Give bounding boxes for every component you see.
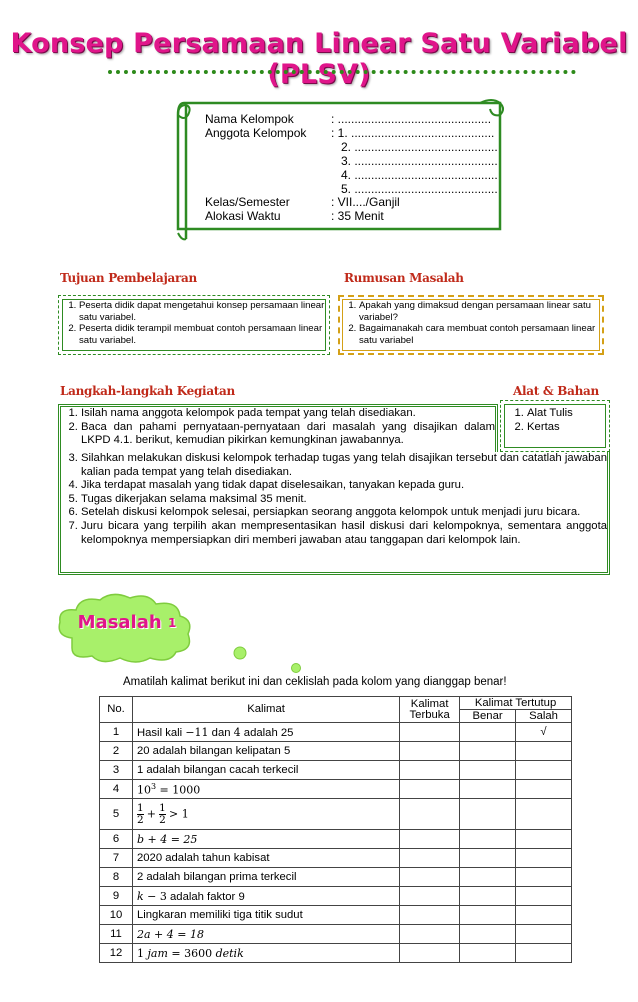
step-item: 1. Isilah nama anggota kelompok pada tempat yang telah disediakan.: [81, 407, 495, 421]
member-field-1[interactable]: : 1. ...........................................: [331, 126, 495, 140]
row-number: 3: [100, 761, 133, 780]
objective-item: 1. Peserta didik dapat mengetahui konsep persamaan linear satu variabel.: [79, 300, 325, 323]
cell-salah[interactable]: [516, 944, 572, 963]
cell-terbuka[interactable]: [400, 742, 460, 761]
row-statement: 2a + 4 = 18: [132, 925, 399, 944]
step-item: 6. Setelah diskusi kelompok selesai, persiapkan seorang anggota kelompok untuk menjadi juru bicara.: [81, 506, 607, 520]
cell-terbuka[interactable]: [400, 887, 460, 906]
objective-item: 2. Peserta didik terampil membuat contoh persamaan linear satu variabel.: [79, 323, 325, 346]
table-row: [100, 761, 572, 780]
cell-benar[interactable]: [460, 799, 516, 830]
row-number: 9: [100, 887, 133, 906]
cell-salah[interactable]: [516, 906, 572, 925]
class-value: : VII..../Ganjil: [331, 195, 400, 209]
row-statement: $\frac{1}{2}$ + $\frac{1}{2}$ > 1: [132, 799, 399, 830]
time-value: : 35 Menit: [331, 209, 384, 223]
members-label: Anggota Kelompok: [205, 126, 307, 140]
table-row: [100, 868, 572, 887]
problem-heading: Rumusan Masalah: [344, 271, 464, 285]
tool-item: 2. Kertas: [527, 421, 605, 435]
cell-benar[interactable]: [460, 868, 516, 887]
cell-benar[interactable]: [460, 849, 516, 868]
header-terbuka: Kalimat Terbuka: [400, 697, 460, 723]
row-statement: k − 3 adalah faktor 9: [132, 887, 399, 906]
steps-heading: Langkah-langkah Kegiatan: [60, 384, 235, 398]
cell-terbuka[interactable]: [400, 723, 460, 742]
masalah-number: 1: [167, 616, 177, 630]
row-statement: $10^3 = 1000$: [132, 780, 399, 799]
member-field-4[interactable]: 4. ...........................................: [341, 168, 498, 182]
row-number: 8: [100, 868, 133, 887]
row-statement: Hasil kali −11 dan 4 adalah 25: [132, 723, 399, 742]
cell-salah[interactable]: [516, 849, 572, 868]
time-label: Alokasi Waktu: [205, 209, 281, 223]
cell-terbuka[interactable]: [400, 830, 460, 849]
cell-terbuka[interactable]: [400, 906, 460, 925]
cell-salah[interactable]: [516, 761, 572, 780]
cell-salah[interactable]: √: [516, 723, 572, 742]
problem-item: 1. Apakah yang dimaksud dengan persamaan linear satu variabel?: [359, 300, 599, 323]
objectives-box: [62, 299, 326, 351]
table-row: [100, 723, 572, 742]
cell-terbuka[interactable]: [400, 849, 460, 868]
row-number: 10: [100, 906, 133, 925]
cell-terbuka[interactable]: [400, 944, 460, 963]
cell-salah[interactable]: [516, 887, 572, 906]
step-item: 3. Silahkan melakukan diskusi kelompok terhadap tugas yang telah disajikan tersebut dan catatlah jawaban kalian pada tempat yang telah disediakan.: [81, 452, 607, 479]
table-row: [100, 830, 572, 849]
cell-terbuka[interactable]: [400, 925, 460, 944]
step-item: 7. Juru bicara yang terpilih akan mempresentasikan hasil diskusi dari kelompoknya, sementara anggota kelompoknya mempersiapkan diri memberi jawaban atau tanggapan dari kelompok lain.: [81, 520, 607, 547]
cell-salah[interactable]: [516, 925, 572, 944]
table-row: [100, 849, 572, 868]
header-kalimat: Kalimat: [132, 697, 399, 723]
header-benar: Benar: [460, 710, 516, 723]
table-instruction: Amatilah kalimat berikut ini dan ceklislah pada kolom yang dianggap benar!: [123, 676, 507, 688]
cell-salah[interactable]: [516, 868, 572, 887]
header-no: No.: [100, 697, 133, 723]
steps-box-top: [58, 404, 498, 458]
step-item: 5. Tugas dikerjakan selama maksimal 35 menit.: [81, 493, 607, 507]
row-statement: Lingkaran memiliki tiga titik sudut: [132, 906, 399, 925]
header-salah: Salah: [516, 710, 572, 723]
statement-table: [99, 696, 572, 963]
row-number: 4: [100, 780, 133, 799]
group-name-label: Nama Kelompok: [205, 112, 294, 126]
table-row: [100, 780, 572, 799]
row-number: 12: [100, 944, 133, 963]
cell-benar[interactable]: [460, 887, 516, 906]
table-row: [100, 906, 572, 925]
row-number: 1: [100, 723, 133, 742]
group-name-field[interactable]: : ..............................................: [331, 112, 492, 126]
cell-salah[interactable]: [516, 830, 572, 849]
cell-salah[interactable]: [516, 780, 572, 799]
tool-item: 1. Alat Tulis: [527, 407, 605, 421]
table-row: [100, 742, 572, 761]
cell-salah[interactable]: [516, 742, 572, 761]
table-row: [100, 887, 572, 906]
row-number: 5: [100, 799, 133, 830]
cell-benar[interactable]: [460, 925, 516, 944]
masalah-text: Masalah: [77, 612, 162, 633]
problem-box: [342, 299, 600, 351]
cell-terbuka[interactable]: [400, 780, 460, 799]
cell-benar[interactable]: [460, 944, 516, 963]
table-header-row: [100, 697, 572, 710]
row-statement: 20 adalah bilangan kelipatan 5: [132, 742, 399, 761]
member-field-5[interactable]: 5. ...........................................: [341, 182, 498, 196]
title-underline: [108, 70, 576, 74]
tools-box: [504, 404, 606, 448]
table-row: [100, 799, 572, 830]
steps-box-bottom: [58, 452, 610, 575]
row-number: 6: [100, 830, 133, 849]
row-statement: 1 adalah bilangan cacah terkecil: [132, 761, 399, 780]
member-field-2[interactable]: 2. ...........................................: [341, 140, 498, 154]
class-label: Kelas/Semester: [205, 195, 290, 209]
tools-heading: Alat & Bahan: [513, 384, 599, 398]
cell-benar[interactable]: [460, 742, 516, 761]
header-tertutup: Kalimat Tertutup: [460, 697, 572, 710]
member-field-3[interactable]: 3. ...........................................: [341, 154, 498, 168]
row-statement: 2 adalah bilangan prima terkecil: [132, 868, 399, 887]
problem-item: 2. Bagaimanakah cara membuat contoh persamaan linear satu variabel: [359, 323, 599, 346]
page-title: Konsep Persamaan Linear Satu Variabel (PLSV): [10, 28, 628, 90]
step-item: 4. Jika terdapat masalah yang tidak dapat diselesaikan, tanyakan kepada guru.: [81, 479, 607, 493]
row-number: 7: [100, 849, 133, 868]
table-row: [100, 925, 572, 944]
objectives-heading: Tujuan Pembelajaran: [60, 271, 197, 285]
cell-terbuka[interactable]: [400, 761, 460, 780]
masalah-label: [62, 612, 192, 633]
cell-salah[interactable]: [516, 799, 572, 830]
row-number: 11: [100, 925, 133, 944]
cell-terbuka[interactable]: [400, 799, 460, 830]
row-statement: b + 4 = 25: [132, 830, 399, 849]
table-row: [100, 944, 572, 963]
cell-benar[interactable]: [460, 723, 516, 742]
row-number: 2: [100, 742, 133, 761]
cell-benar[interactable]: [460, 780, 516, 799]
row-statement: 1 jam = 3600 detik: [132, 944, 399, 963]
cell-benar[interactable]: [460, 761, 516, 780]
row-statement: 2020 adalah tahun kabisat: [132, 849, 399, 868]
cell-benar[interactable]: [460, 830, 516, 849]
cell-benar[interactable]: [460, 906, 516, 925]
step-item: 2. Baca dan pahami pernyataan-pernyataan dari masalah yang disajikan dalam LKPD 4.1. berikut, kemudian pikirkan kemungkinan jawabannya.: [81, 421, 495, 448]
cell-terbuka[interactable]: [400, 868, 460, 887]
